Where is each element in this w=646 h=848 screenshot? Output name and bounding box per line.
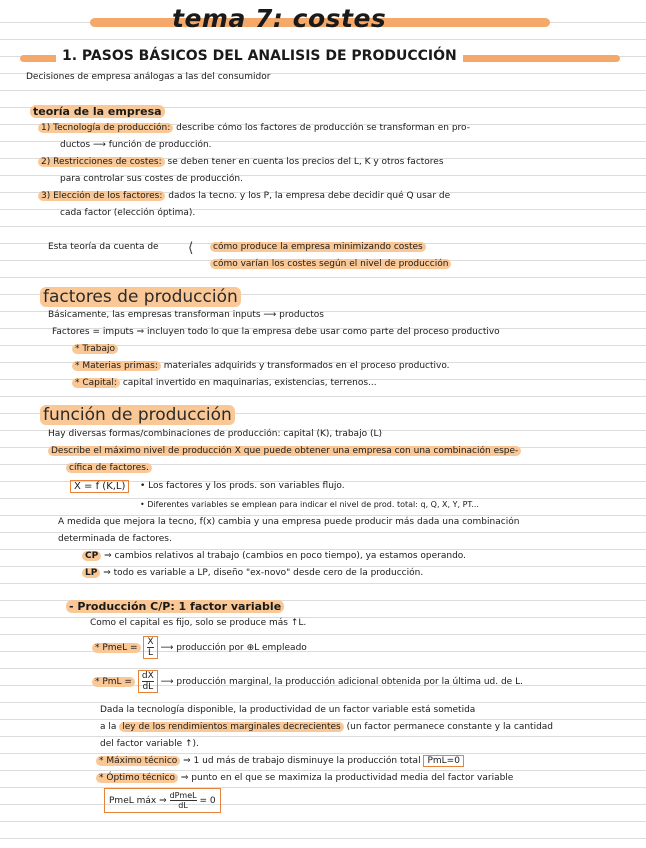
funcion-bullet1: • Los factores y los prods. son variables flujo. [140,481,345,491]
maximo-tecnico: * Máximo técnico ⇒ 1 ud más de trabajo disminuye la producción total PmL=0 [96,756,464,767]
optimo-formula: PmeL máx ⇒ dPmeL dL = 0 [104,788,221,813]
funcion-line5: determinada de factores. [58,534,172,544]
funcion-line4: A medida que mejora la tecno, f(x) cambia y una empresa puede producir más dada una combinación [58,517,520,527]
teoria-summary-lead: Esta teoría da cuenta de [48,242,159,252]
teoria-summary-b: cómo varían los costes según el nivel de producción [210,259,451,270]
cp-line: CP ⇒ cambios relativos al trabajo (cambios en poco tiempo), ya estamos operando. [82,551,466,562]
para2: a la ley de los rendimientos marginales decrecientes (un factor permanece constante y la cantidad [100,722,554,732]
intro-text: Decisiones de empresa análogas a las del consumidor [26,72,271,82]
funcion-heading: función de producción [40,405,235,425]
funcion-line3: cífica de factores. [66,463,152,474]
teoria-item-2: 2) Restricciones de costes: se deben tener en cuenta los precios del L, K y otros factores [38,157,444,168]
factores-line2: Factores = imputs ⇒ incluyen todo lo que la empresa debe usar como parte del proceso productivo [52,327,500,337]
factores-heading: factores de producción [40,287,241,307]
para1: Dada la tecnología disponible, la productividad de un factor variable está sometida [100,705,476,715]
factores-item-1: * Trabajo [72,344,118,355]
teoria-item-1-cont: ductos ⟶ función de producción. [60,140,212,150]
para3: del factor variable ↑). [100,739,199,749]
factores-item-2: * Materias primas: materiales adquirids y transformados en el proceso productivo. [72,361,450,372]
section-heading: 1. PASOS BÁSICOS DEL ANALISIS DE PRODUCCIÓN [56,47,463,65]
funcion-line2: Describe el máximo nivel de producción X que puede obtener una empresa con una combinación espe- [48,446,521,457]
teoria-item-2-cont: para controlar sus costes de producción. [60,174,243,184]
produccion-cp-line1: Como el capital es fijo, solo se produce más ↑L. [90,618,307,628]
page-title: tema 7: costes [172,4,387,33]
brace-icon: ⟨ [188,240,194,256]
optimo-tecnico: * Óptimo técnico ⇒ punto en el que se maximiza la productividad media del factor variable [96,773,513,784]
factores-item-3: * Capital: capital invertido en maquinarias, existencias, terrenos... [72,378,377,389]
pml-formula: * PmL = $\frac{dX}{dL}$ ⟶ producción marginal, la producción adicional obtenida por la última ud. de L. [92,670,523,693]
teoria-item-3: 3) Elección de los factores: dados la tecno. y los P, la empresa debe decidir qué Q usar de [38,191,450,202]
funcion-line1: Hay diversas formas/combinaciones de producción: capital (K), trabajo (L) [48,429,382,439]
lp-line: LP ⇒ todo es variable a LP, diseño "ex-novo" desde cero de la producción. [82,568,423,579]
funcion-bullet2: • Diferentes variables se emplean para indicar el nivel de prod. total: q, Q, X, Y, PT... [140,500,479,509]
pmel-formula: * PmeL = $\frac{X}{L}$ ⟶ producción por ⊕L empleado [92,636,307,659]
teoria-item-3-cont: cada factor (elección óptima). [60,208,196,218]
teoria-summary-a: cómo produce la empresa minimizando costes [210,242,426,253]
production-function-formula: X = f (K,L) [70,480,129,493]
teoria-heading: teoría de la empresa [30,105,165,119]
produccion-cp-heading: - Producción C/P: 1 factor variable [66,600,284,614]
factores-line1: Básicamente, las empresas transforman inputs ⟶ productos [48,310,324,320]
teoria-item-1: 1) Tecnología de producción: describe cómo los factores de producción se transforman en pro- [38,123,470,134]
